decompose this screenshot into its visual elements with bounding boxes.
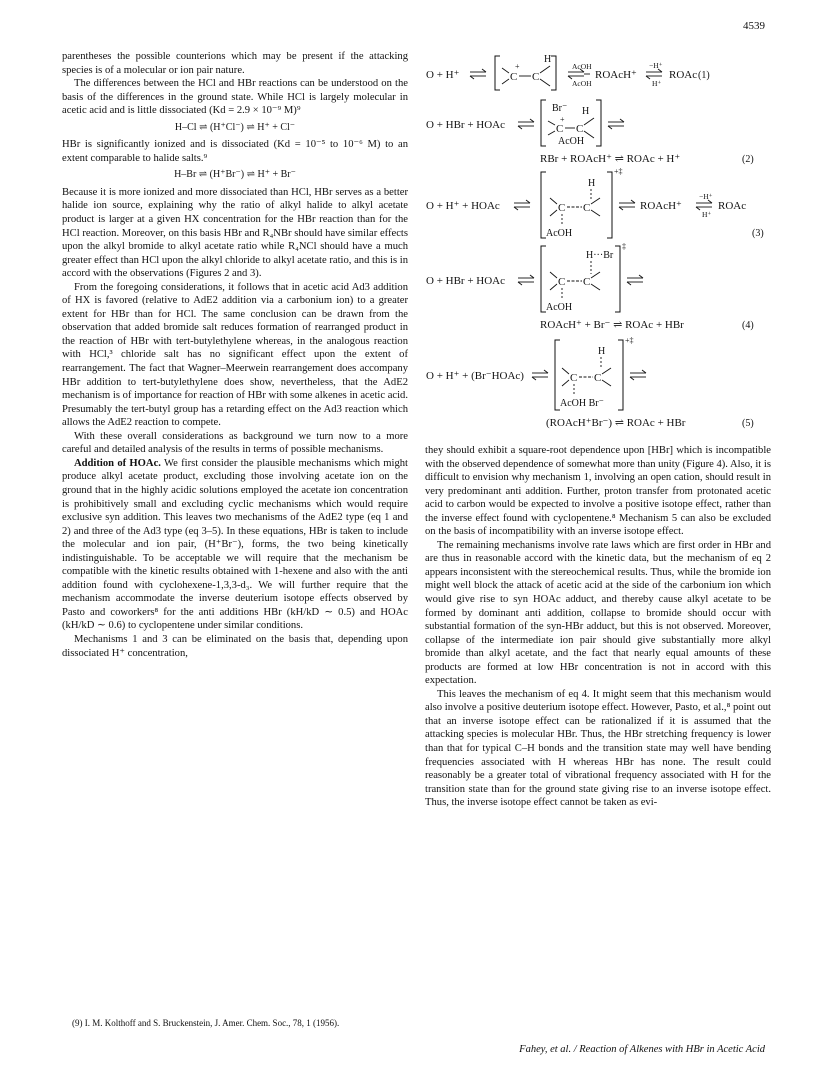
carbon-1: C [556,123,564,135]
hydrogen: H [588,178,596,189]
bracket-right [551,56,556,90]
eq3-intermediate: ROAcH⁺ [640,200,682,212]
equation-5 [426,336,754,429]
scheme-svg [422,46,778,442]
paragraph: From the foregoing considerations, it follows that in acetic acid Ad3 addition of HX is favored (relative to AdE2 addition via a carbonium ion) to a greater extent for HBr than for HCl. The same conclusion can be drawn from the observation that added bromide salt reduces formation of rearranged product in the reaction of HBr with tert-butylethylene whereas, in the analogous reaction with HCl,³ chloride salt has no significant effect upon the extent of rearrangement. The fact that Wagner–Meerwein rearrangement does accompany HBr addition to tert-butylethylene does show, nevertheless, that the AdE2 mechanism is of importance for reaction of HBr with some alkenes in acetic acid. Presumably the tert-butyl group has a retarding effect on the Ad3 reaction which allows the AdE2 reaction to compete. [62,281,408,429]
bracket-right [615,246,620,312]
page-number: 4539 [743,20,765,32]
hydrogen: H [582,106,590,117]
arrow-label-top: AcOH [572,62,592,71]
eq3-product: ROAc [718,200,747,212]
equilibrium-arrow [518,119,534,129]
footnote: (9) I. M. Kolthoff and S. Bruckenstein, J. Amer. Chem. Soc., 78, 1 (1956). [72,1018,340,1028]
carbon-2: C [532,71,540,83]
carbon-2: C [583,276,591,288]
paragraph-text: We first consider the plausible mechanisms which might produce alkyl acetate product, excluding those involving acetate ion on the ground that in the highly acidic solutions employed the acetate ion concentration is prohibitively small and excluding cyclic mechanisms which would require exclusive syn addition. This leaves two mechanisms of the AdE2 type (eq 1 and 2) and three of the Ad3 type (eq 3–5). In these equations, HBr is taken to include the molecular and ion pair, (H⁺Br⁻), forms, the two being kinetically indistinguishable. To be acceptable we will require that the mechanism be compatible with the kinetic results obtained with 1-hexene and also with the anti addition found with cyclohexene-1,3,3-d₃. We will further require that the mechanism accommodate the inverse deuterium isotope effects observed by Pasto and coworkers⁸ for the anti additions HBr (kH/kD ∼ 0.5) and HOAc (kH/kD ∼ 0.6) to cyclopentene under similar conditions. [62,457,408,632]
section-heading: Addition of HOAc. [74,457,161,469]
acetic-acid-bromide: AcOH Br⁻ [560,398,604,409]
transition-state-charge: +‡ [625,336,634,345]
eq1-intermediate: ROAcH⁺ [595,69,637,81]
equation-number: (4) [742,320,754,331]
eq1-reactants: O + H⁺ [426,69,460,81]
eq4-products: ROAcH⁺ + Br⁻ ⇌ ROAc + HBr [540,319,684,331]
paragraph: they should exhibit a square-root dependence upon [HBr] which is incompatible with the observed dependence of somewhat more than unity (Figure 4). Also, it is difficult to envision why mechanism 1, involving an open cation, should result in very predominant anti addition. Further, proton transfer from protonated acetic acid to carbon would be expected to involve a positive isotope effect, rather than the inverse effect found with cyclopentene.⁸ Mechanism 5 can also be excluded on the basis of incompatibility with an inverse isotope effect. [425,445,771,538]
eq5-reactants: O + H⁺ + (Br⁻HOAc) [426,370,524,382]
right-column [425,444,771,810]
carbon-2: C [576,123,584,135]
bracket-right [596,100,601,146]
paragraph: The differences between the HCl and HBr reactions can be understood on the basis of the differences in the ground state. While HCl is largely molecular in acetic acid and is little dissociated (Kd = 2.9 × 10⁻⁹ M)⁹ [62,78,408,117]
equation-hcl: H–Cl ⇌ (H⁺Cl⁻) ⇌ H⁺ + Cl⁻ [174,121,296,133]
paragraph-addition-hoac [62,457,408,633]
acetic-acid: AcOH [558,136,585,147]
cation-charge: + [515,62,520,71]
hydrogen-bromide: H···Br [586,250,614,261]
transition-state-charge: +‡ [614,167,623,176]
arrow-label-top: −H⁺ [649,61,663,70]
equilibrium-arrow [608,119,624,129]
carbon-2: C [583,202,591,214]
equilibrium-arrow [470,69,486,79]
equation-number: (3) [752,228,764,239]
paragraph: The remaining mechanisms involve rate laws which are first order in HBr and are thus in reasonable accord with the kinetic data, but the mechanism of eq 2 appears inconsistent with the stereochemical results. Thus, while the bromide ion might well block the attack of acetic acid at the side of the carbonium ion which would give rise to syn HOAc adduct, and thereby cause alkyl acetate to be formed by dominant anti addition, collapse to bromide should occur with substantial formation of the syn-HBr adduct, but this is not observed. Moreover, collapse of the intermediate ion pair should give substantially more alkyl bromide than alkyl acetate, and the fact that nearly equal amounts of these products are formed at low HBr concentration is not in accord with this expectation. [425,539,771,687]
equilibrium-arrow [532,370,548,380]
equilibrium-arrow [619,200,635,210]
paragraph: Because it is more ionized and more dissociated than HCl, HBr serves as a better halide ion source, explaining why the ratio of alkyl halide to alkyl acetate product is larger at a given HX concentration for the HBr reaction than for the HCl reaction. Moreover, on this basis HBr and R₄NBr should have similar effects upon the alkyl bromide to alkyl acetate ratio while R₄NCl should have a much greater effect than HCl upon the alkyl chloride to alkyl acetate ratio, and this is in accord with the observations (Figures 2 and 3). [62,186,408,280]
equilibrium-arrow [696,200,712,210]
paragraph: HBr is significantly ionized and is dissociated (Kd = 10⁻⁵ to 10⁻⁶ M) to an extent comparable to halide salts.⁹ [62,139,408,164]
carbon-1: C [510,71,518,83]
equation-4 [426,242,754,331]
equation-number: (1) [698,70,710,81]
bracket-right [618,340,623,410]
carbon-1: C [558,202,566,214]
paragraph: With these overall considerations as background we turn now to a more careful and detailed analysis of the results in terms of possible mechanisms. [62,430,408,456]
eq4-reactants: O + HBr + HOAc [426,275,506,287]
arrow-label-bottom: AcOH [572,79,592,88]
equilibrium-arrow [627,275,643,285]
eq2-reactants: O + HBr + HOAc [426,119,506,131]
equation-3 [426,167,764,239]
carbon-2: C [594,372,602,384]
equilibrium-arrow [518,275,534,285]
running-footer: Fahey, et al. / Reaction of Alkenes with HBr in Acetic Acid [519,1044,765,1055]
eq5-products: (ROAcH⁺Br⁻) ⇌ ROAc + HBr [546,417,686,429]
equation-2 [426,100,754,165]
carbon-1: C [570,372,578,384]
equation-1 [426,54,710,90]
bromide-ion: Br⁻ [552,103,568,114]
cation-charge: + [560,115,565,124]
bracket-left [541,100,546,146]
reaction-scheme [422,46,778,442]
arrow-label-top: −H⁺ [699,192,713,201]
equilibrium-arrow [646,69,662,79]
eq3-reactants: O + H⁺ + HOAc [426,200,500,212]
arrow-label-bottom: H⁺ [652,79,662,88]
left-column [62,50,408,660]
hydrogen: H [544,54,552,65]
paragraph: This leaves the mechanism of eq 4. It might seem that this mechanism would also involve a positive deuterium isotope effect. However, Pasto, et al.,⁸ point out that an inverse isotope effect can be rationalized if it is assumed that the attacking species is molecular HBr. Thus, the HBr stretching frequency is lower than that for typical C–H bonds and the transition state may well have bending frequencies associated with H whereas HBr has none. The result could reasonably be a greater total of vibrational frequency associated with H for the transition state than for the ground state giving rise to an inverse isotope effect. Thus, the inverse isotope effect cannot be taken as evi- [425,688,771,809]
equilibrium-arrow [514,200,530,210]
paragraph: Mechanisms 1 and 3 can be eliminated on the basis that, depending upon dissociated H⁺ concentration, [62,633,408,659]
eq1-product: ROAc [669,69,698,81]
paragraph: parentheses the possible counterions which may be present if the attacking species is of a molecular or ion pair nature. [62,51,408,76]
carbon-1: C [558,276,566,288]
equation-number: (5) [742,418,754,429]
equation-number: (2) [742,154,754,165]
bracket-right [607,172,612,238]
arrow-label-bottom: H⁺ [702,210,712,219]
transition-state-charge: ‡ [622,242,626,251]
equilibrium-arrow [630,370,646,380]
equation-hbr: H–Br ⇌ (H⁺Br⁻) ⇌ H⁺ + Br⁻ [174,169,296,181]
acetic-acid: AcOH [546,228,573,239]
eq2-products: RBr + ROAcH⁺ ⇌ ROAc + H⁺ [540,153,681,165]
acetic-acid: AcOH [546,302,573,313]
hydrogen: H [598,346,606,357]
bracket-left [495,56,500,90]
